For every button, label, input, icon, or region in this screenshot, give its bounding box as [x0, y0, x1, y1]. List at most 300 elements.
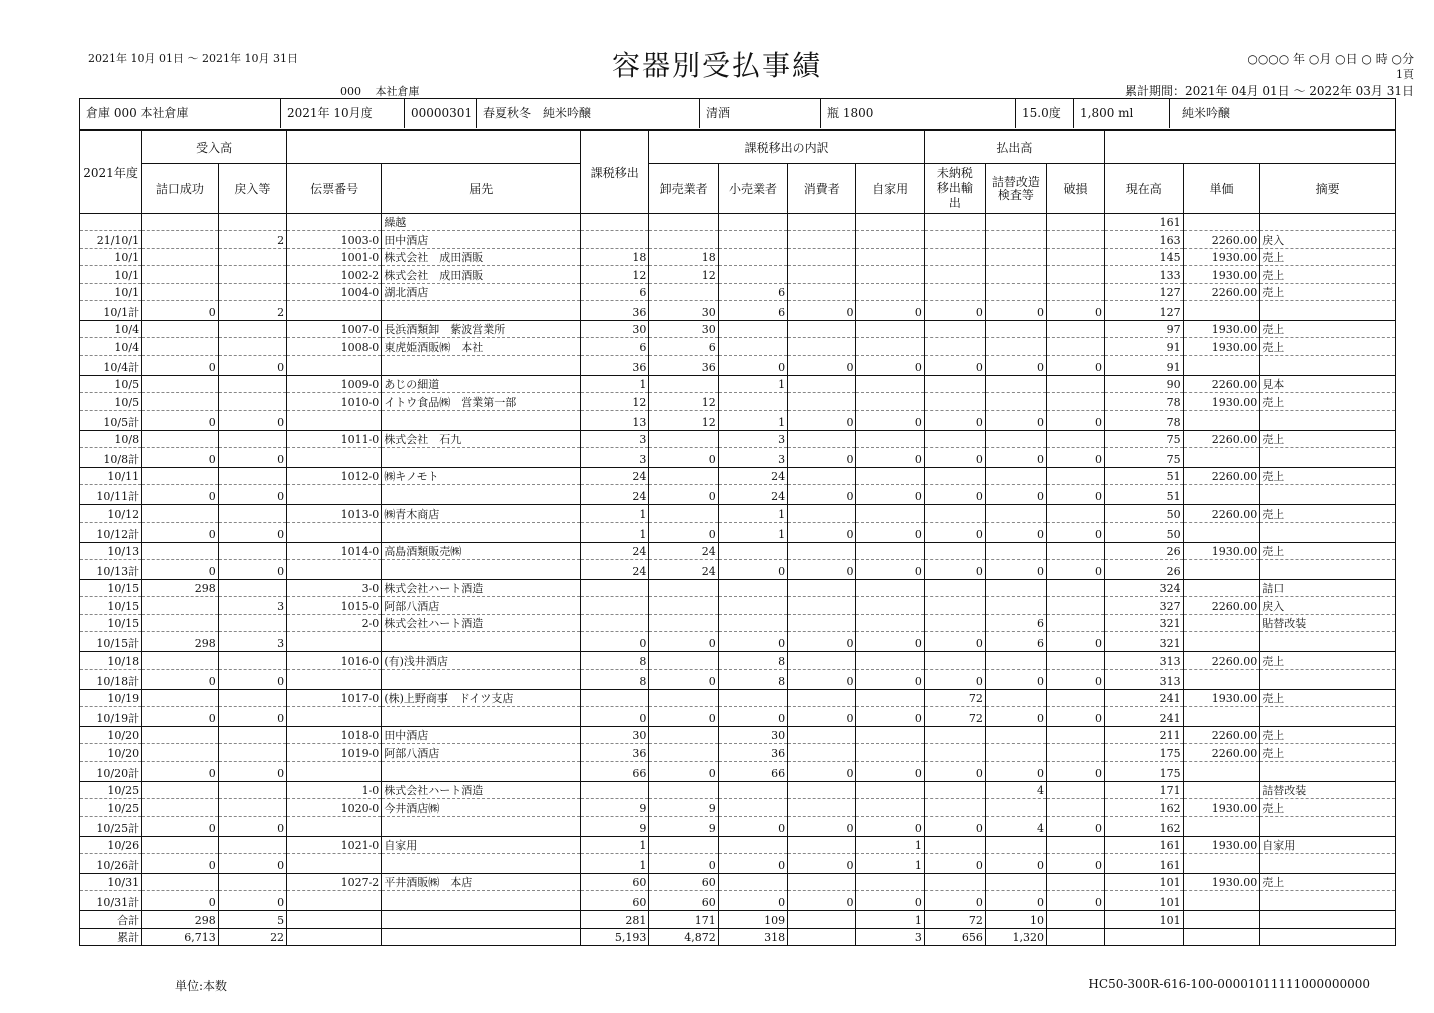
table-cell: [1260, 355, 1396, 375]
table-row: [80, 781, 1396, 798]
table-cell: 5,193: [581, 928, 649, 945]
table-cell: [924, 266, 985, 283]
table-cell: [718, 580, 787, 597]
table-cell: 4,872: [649, 928, 718, 945]
table-cell: 0: [985, 853, 1046, 873]
table-cell: [218, 393, 286, 410]
table-cell: 8: [581, 669, 649, 689]
table-cell: [788, 320, 856, 337]
info-bar: [79, 98, 1396, 130]
table-cell: 売上: [1260, 266, 1396, 283]
table-cell: [649, 505, 718, 522]
table-cell: 241: [1104, 689, 1183, 706]
col-consumer: 消費者: [788, 164, 856, 214]
table-cell: [382, 816, 581, 836]
warehouse-label: 000 本社倉庫: [340, 85, 420, 98]
table-cell: 24: [649, 542, 718, 559]
table-cell: 51: [1104, 467, 1183, 484]
table-cell: 4: [985, 816, 1046, 836]
table-cell: 1014-0: [287, 542, 382, 559]
table-cell: 0: [856, 485, 924, 505]
table-cell: [142, 873, 219, 890]
table-cell: ㈱青木商店: [382, 505, 581, 522]
table-cell: [382, 891, 581, 911]
table-cell: 1011-0: [287, 430, 382, 447]
table-cell: 101: [1104, 891, 1183, 911]
table-row: [80, 266, 1396, 283]
table-cell: 1003-0: [287, 231, 382, 248]
table-cell: 1008-0: [287, 338, 382, 355]
page-number: 1頁: [1396, 68, 1414, 81]
table-cell: [287, 816, 382, 836]
table-cell: 2: [218, 300, 286, 320]
table-cell: 10: [985, 911, 1046, 928]
table-cell: 0: [924, 853, 985, 873]
table-cell: 24: [649, 560, 718, 580]
table-cell: [142, 689, 219, 706]
table-cell: 株式会社ハート酒造: [382, 580, 581, 597]
table-cell: 161: [1104, 214, 1183, 231]
table-cell: 0: [649, 853, 718, 873]
table-cell: 10/26: [80, 836, 142, 853]
table-cell: [788, 214, 856, 231]
table-cell: 318: [718, 928, 787, 945]
table-cell: [924, 375, 985, 392]
table-cell: 湖北酒店: [382, 283, 581, 300]
table-cell: 3: [856, 928, 924, 945]
table-cell: 211: [1104, 727, 1183, 744]
report-period: 2021年 10月 01日 ～ 2021年 10月 31日: [88, 52, 298, 65]
table-cell: 0: [788, 891, 856, 911]
table-cell: 0: [788, 410, 856, 430]
col-stock: 現在高: [1104, 164, 1183, 214]
table-cell: [218, 873, 286, 890]
table-cell: [788, 248, 856, 265]
table-cell: 66: [718, 761, 787, 781]
table-cell: [985, 873, 1046, 890]
col-taxable-group: 課税移出の内訳: [649, 131, 924, 164]
table-row: [80, 614, 1396, 631]
table-cell: 36: [581, 355, 649, 375]
table-cell: 0: [718, 707, 787, 727]
table-cell: 10/13: [80, 542, 142, 559]
table-cell: 0: [985, 447, 1046, 467]
table-cell: 171: [1104, 781, 1183, 798]
table-cell: 0: [856, 300, 924, 320]
table-cell: [1260, 669, 1396, 689]
table-cell: 161: [1104, 853, 1183, 873]
table-cell: 0: [924, 632, 985, 652]
table-cell: 0: [788, 447, 856, 467]
table-cell: 321: [1104, 614, 1183, 631]
table-cell: [788, 652, 856, 669]
table-cell: 0: [718, 560, 787, 580]
table-cell: 0: [856, 707, 924, 727]
table-cell: [649, 652, 718, 669]
table-cell: 109: [718, 911, 787, 928]
table-cell: 0: [649, 522, 718, 542]
table-cell: 30: [581, 727, 649, 744]
table-cell: [1260, 214, 1396, 231]
table-cell: [581, 231, 649, 248]
table-cell: 0: [924, 522, 985, 542]
table-cell: 0: [142, 522, 219, 542]
table-cell: 0: [924, 410, 985, 430]
table-cell: 1017-0: [287, 689, 382, 706]
table-cell: [718, 836, 787, 853]
table-cell: [218, 467, 286, 484]
table-cell: 1007-0: [287, 320, 382, 337]
table-cell: 9: [581, 816, 649, 836]
table-cell: 10/18: [80, 652, 142, 669]
table-cell: [218, 689, 286, 706]
table-cell: [218, 781, 286, 798]
table-cell: [218, 744, 286, 761]
table-cell: 売上: [1260, 652, 1396, 669]
table-cell: 1: [856, 853, 924, 873]
col-blank-group-right: [1104, 131, 1395, 164]
table-cell: [788, 911, 856, 928]
table-cell: [142, 266, 219, 283]
table-cell: 0: [856, 355, 924, 375]
subtotal-row: [80, 891, 1396, 911]
info-volume: 1,800 ml: [1074, 99, 1170, 128]
table-cell: 0: [924, 761, 985, 781]
table-cell: 0: [856, 669, 924, 689]
subtotal-row: [80, 669, 1396, 689]
table-cell: 0: [1046, 485, 1104, 505]
table-cell: [142, 320, 219, 337]
table-cell: [1046, 799, 1104, 816]
table-cell: [218, 505, 286, 522]
table-cell: 1: [581, 836, 649, 853]
table-cell: [218, 248, 286, 265]
table-cell: 18: [649, 248, 718, 265]
table-cell: 24: [581, 542, 649, 559]
table-cell: [985, 283, 1046, 300]
table-cell: 繰越: [382, 214, 581, 231]
table-cell: 1-0: [287, 781, 382, 798]
table-cell: 6: [985, 632, 1046, 652]
table-cell: [1046, 614, 1104, 631]
table-cell: 今井酒店㈱: [382, 799, 581, 816]
table-cell: 72: [924, 911, 985, 928]
table-cell: [382, 853, 581, 873]
table-cell: 1027-2: [287, 873, 382, 890]
col-rebottle: 詰替改造検査等: [985, 164, 1046, 214]
table-cell: 1930.00: [1183, 689, 1260, 706]
table-cell: 60: [581, 891, 649, 911]
table-cell: [649, 283, 718, 300]
table-cell: [1260, 300, 1396, 320]
table-cell: 0: [218, 761, 286, 781]
table-cell: 売上: [1260, 338, 1396, 355]
table-cell: 0: [788, 522, 856, 542]
table-row: [80, 873, 1396, 890]
table-cell: 50: [1104, 522, 1183, 542]
table-cell: 313: [1104, 669, 1183, 689]
table-cell: [218, 320, 286, 337]
table-cell: 10/25計: [80, 816, 142, 836]
table-cell: 1: [581, 375, 649, 392]
table-cell: 0: [856, 761, 924, 781]
table-cell: [1260, 928, 1396, 945]
table-cell: 10/20計: [80, 761, 142, 781]
table-cell: [924, 231, 985, 248]
table-cell: [856, 266, 924, 283]
table-cell: [1046, 248, 1104, 265]
table-cell: 8: [718, 669, 787, 689]
table-cell: 5: [218, 911, 286, 928]
table-cell: [80, 214, 142, 231]
table-cell: 10/1: [80, 283, 142, 300]
table-cell: [218, 652, 286, 669]
table-cell: [924, 781, 985, 798]
unit-note: 単位:本数: [175, 979, 228, 993]
table-cell: 3: [218, 597, 286, 614]
table-cell: [1183, 580, 1260, 597]
table-cell: 売上: [1260, 744, 1396, 761]
subtotal-row: [80, 853, 1396, 873]
table-cell: [985, 597, 1046, 614]
table-cell: [382, 410, 581, 430]
table-cell: 10/4: [80, 338, 142, 355]
table-cell: [287, 669, 382, 689]
table-cell: 0: [856, 816, 924, 836]
table-row: [80, 467, 1396, 484]
table-cell: 合計: [80, 911, 142, 928]
table-cell: [649, 836, 718, 853]
table-cell: [218, 430, 286, 447]
table-cell: [788, 467, 856, 484]
table-cell: [142, 799, 219, 816]
table-cell: [142, 781, 219, 798]
table-cell: [718, 266, 787, 283]
info-code: 00000301: [405, 99, 477, 128]
table-cell: 10/8: [80, 430, 142, 447]
table-cell: 0: [856, 632, 924, 652]
table-cell: 1930.00: [1183, 542, 1260, 559]
table-cell: 0: [1046, 560, 1104, 580]
table-cell: 貼替改装: [1260, 614, 1396, 631]
col-receipt-return: 戻入等: [218, 164, 286, 214]
table-cell: [856, 689, 924, 706]
table-cell: 6: [649, 338, 718, 355]
table-cell: 1: [581, 505, 649, 522]
table-cell: 161: [1104, 836, 1183, 853]
table-cell: 0: [649, 761, 718, 781]
table-cell: [924, 467, 985, 484]
table-cell: [1260, 447, 1396, 467]
table-cell: (有)浅井酒店: [382, 652, 581, 669]
table-cell: [382, 632, 581, 652]
cumulative-row: [80, 928, 1396, 945]
subtotal-row: [80, 761, 1396, 781]
col-receipt-bottling: 詰口成功: [142, 164, 219, 214]
table-cell: [218, 214, 286, 231]
table-cell: [985, 430, 1046, 447]
table-cell: 171: [649, 911, 718, 928]
table-cell: 見本: [1260, 375, 1396, 392]
table-cell: 0: [924, 560, 985, 580]
table-cell: 0: [142, 761, 219, 781]
table-cell: [924, 430, 985, 447]
table-cell: 3: [718, 430, 787, 447]
table-cell: 0: [788, 761, 856, 781]
table-cell: 78: [1104, 393, 1183, 410]
table-row: [80, 231, 1396, 248]
table-row: [80, 505, 1396, 522]
table-cell: [382, 300, 581, 320]
table-cell: 10/15計: [80, 632, 142, 652]
table-row: [80, 689, 1396, 706]
table-cell: [218, 836, 286, 853]
table-cell: 0: [985, 522, 1046, 542]
table-cell: [1183, 911, 1260, 928]
table-cell: 10/20: [80, 727, 142, 744]
table-cell: [142, 542, 219, 559]
table-cell: 10/5: [80, 375, 142, 392]
table-cell: 72: [924, 689, 985, 706]
table-cell: 327: [1104, 597, 1183, 614]
table-cell: [924, 542, 985, 559]
table-cell: 12: [649, 410, 718, 430]
table-cell: [1260, 761, 1396, 781]
table-cell: 8: [718, 652, 787, 669]
table-cell: [788, 689, 856, 706]
table-cell: 6: [581, 338, 649, 355]
table-cell: [856, 873, 924, 890]
table-cell: [1046, 338, 1104, 355]
table-cell: 戻入: [1260, 597, 1396, 614]
table-cell: 10/15: [80, 614, 142, 631]
table-cell: [856, 320, 924, 337]
table-cell: [218, 542, 286, 559]
table-cell: [287, 911, 382, 928]
table-cell: 8: [581, 652, 649, 669]
table-cell: 1013-0: [287, 505, 382, 522]
table-row: [80, 542, 1396, 559]
table-cell: 0: [142, 355, 219, 375]
table-cell: [924, 836, 985, 853]
table-cell: 売上: [1260, 505, 1396, 522]
table-cell: [382, 669, 581, 689]
table-cell: 3: [718, 447, 787, 467]
table-cell: 売上: [1260, 542, 1396, 559]
table-cell: [581, 597, 649, 614]
table-row: [80, 836, 1396, 853]
table-cell: [718, 248, 787, 265]
col-remarks: 摘要: [1260, 164, 1396, 214]
table-cell: [856, 393, 924, 410]
table-cell: 9: [581, 799, 649, 816]
subtotal-row: [80, 522, 1396, 542]
table-cell: 101: [1104, 911, 1183, 928]
table-cell: [1046, 580, 1104, 597]
table-cell: 24: [718, 467, 787, 484]
table-cell: 6: [985, 614, 1046, 631]
table-cell: [788, 430, 856, 447]
table-cell: [1046, 467, 1104, 484]
table-cell: 0: [856, 560, 924, 580]
table-cell: 24: [718, 485, 787, 505]
table-cell: [382, 911, 581, 928]
table-cell: 0: [788, 816, 856, 836]
table-cell: [1260, 410, 1396, 430]
table-cell: 株式会社ハート酒造: [382, 781, 581, 798]
table-cell: 2260.00: [1183, 744, 1260, 761]
table-cell: 163: [1104, 231, 1183, 248]
table-cell: 30: [649, 300, 718, 320]
table-cell: 50: [1104, 505, 1183, 522]
table-cell: 22: [218, 928, 286, 945]
table-cell: [985, 320, 1046, 337]
table-cell: 0: [142, 485, 219, 505]
table-cell: [1046, 727, 1104, 744]
table-cell: 0: [1046, 816, 1104, 836]
table-cell: [985, 652, 1046, 669]
table-cell: 2260.00: [1183, 727, 1260, 744]
table-cell: 0: [788, 560, 856, 580]
table-cell: [985, 338, 1046, 355]
table-cell: 6: [718, 300, 787, 320]
table-cell: [788, 266, 856, 283]
table-cell: 0: [218, 669, 286, 689]
table-cell: 1015-0: [287, 597, 382, 614]
table-cell: [1046, 652, 1104, 669]
table-cell: [649, 580, 718, 597]
table-cell: [924, 873, 985, 890]
table-cell: [788, 744, 856, 761]
table-cell: 36: [718, 744, 787, 761]
table-cell: [142, 727, 219, 744]
table-cell: [287, 891, 382, 911]
subtotal-row: [80, 632, 1396, 652]
table-cell: [985, 393, 1046, 410]
table-cell: [287, 761, 382, 781]
table-cell: [718, 873, 787, 890]
table-cell: 0: [218, 560, 286, 580]
table-cell: 1: [718, 375, 787, 392]
table-cell: 97: [1104, 320, 1183, 337]
table-cell: 10/11: [80, 467, 142, 484]
table-cell: [287, 300, 382, 320]
col-payout-group: 払出高: [924, 131, 1104, 164]
table-row: [80, 338, 1396, 355]
table-cell: 0: [581, 632, 649, 652]
table-cell: [142, 393, 219, 410]
table-cell: 1001-0: [287, 248, 382, 265]
table-cell: 0: [985, 300, 1046, 320]
table-cell: [218, 614, 286, 631]
table-cell: 0: [788, 485, 856, 505]
table-cell: 75: [1104, 430, 1183, 447]
table-cell: [718, 689, 787, 706]
table-cell: 0: [1046, 355, 1104, 375]
table-cell: [382, 522, 581, 542]
table-cell: [142, 231, 219, 248]
table-cell: 10/5計: [80, 410, 142, 430]
table-cell: 1016-0: [287, 652, 382, 669]
table-cell: [1046, 597, 1104, 614]
table-row: [80, 652, 1396, 669]
table-cell: 656: [924, 928, 985, 945]
table-cell: [218, 580, 286, 597]
table-cell: [382, 447, 581, 467]
table-cell: [1046, 873, 1104, 890]
table-cell: [218, 283, 286, 300]
table-cell: 26: [1104, 542, 1183, 559]
